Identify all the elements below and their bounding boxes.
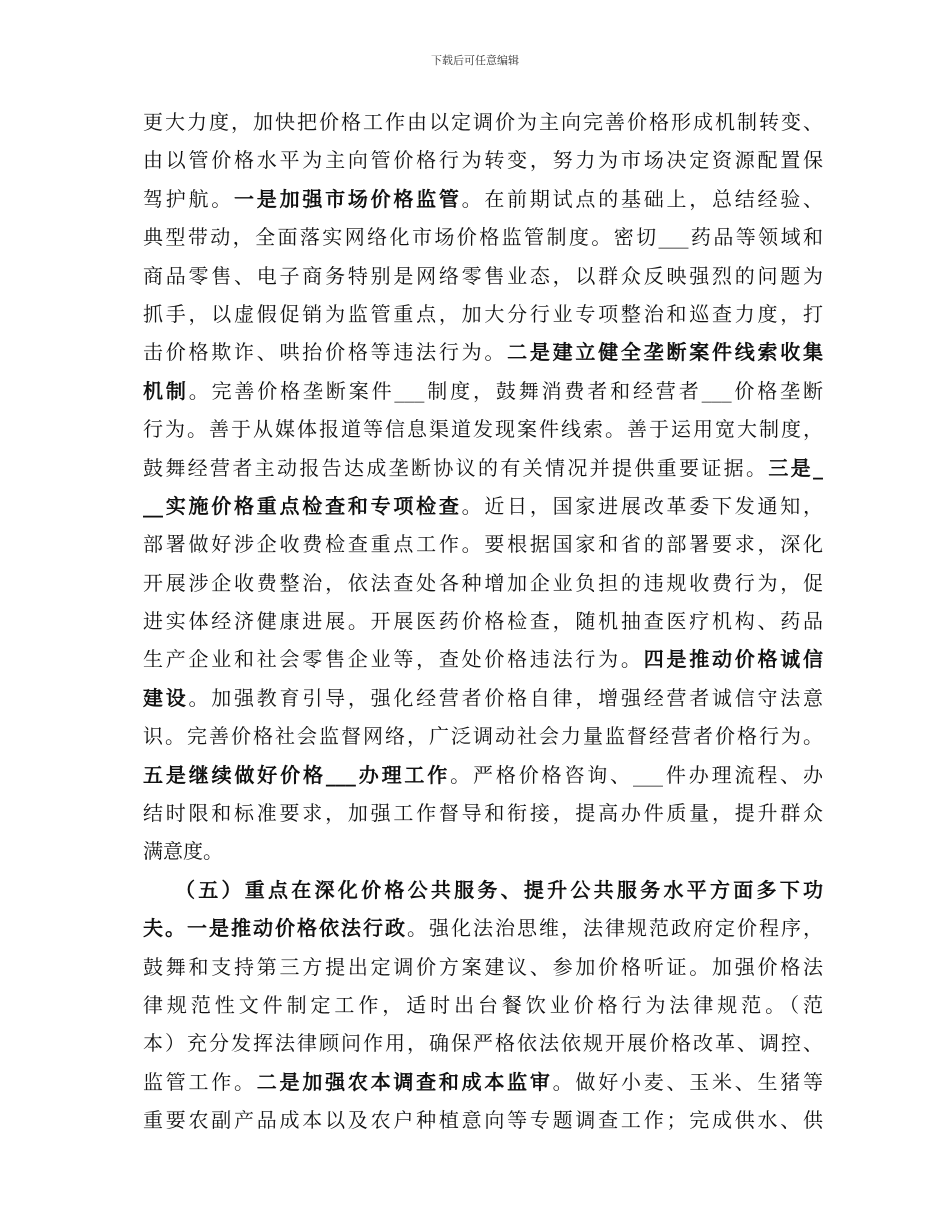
bold-heading: 五是继续做好价格___办理工作 <box>143 762 451 787</box>
text-line <box>143 640 823 678</box>
line-text: 。近日，国家进展改革委下发通知， <box>461 493 823 518</box>
line-text: 更大力度，加快把价格工作由以定调价为主向完善价格形成机制转变、 <box>143 110 823 134</box>
line-text: 生产企业和社会零售企业等，查处价格违法行为。 <box>143 647 644 672</box>
line-text: 商品零售、电子商务特别是网络零售业态，以群众反映强烈的问题为 <box>143 263 823 288</box>
line-text: 。在前期试点的基础上，总结经验、 <box>461 186 823 211</box>
text-line <box>143 986 823 1024</box>
text-line <box>143 871 823 909</box>
line-text: 开展涉企收费整治，依法查处各种增加企业负担的违规收费行为，促 <box>143 570 823 595</box>
text-line <box>143 1063 823 1101</box>
line-text: 击价格欺诈、哄抬价格等违法行为。 <box>143 340 508 365</box>
line-text: 抓手，以虚假促销为监管重点，加大分行业专项整治和巡查力度，打 <box>143 301 823 326</box>
text-line <box>143 717 823 755</box>
line-text: 律规范性文件制定工作，适时出台餐饮业价格行为法律规范。（范 <box>143 992 823 1017</box>
text-line <box>143 564 823 602</box>
bold-heading: 一是加强市场价格监管 <box>234 186 462 211</box>
line-text: 。严格价格咨询、___件办理流程、办 <box>450 762 823 787</box>
bold-heading: （五）重点在深化价格公共服务、提升公共服务水平方面多下功 <box>175 877 823 902</box>
line-text: 驾护航。 <box>143 186 235 211</box>
bold-heading: 二是建立健全垄断案件线索收集 <box>507 340 823 365</box>
text-line <box>143 333 823 371</box>
bold-heading: 四是推动价格诚信 <box>643 647 823 672</box>
text-line <box>143 141 823 179</box>
line-text: 鼓舞经营者主动报告达成垄断协议的有关情况并提供重要证据。 <box>143 455 769 480</box>
line-text: 满意度。 <box>143 839 223 864</box>
line-text: 。完善价格垄断案件___制度，鼓舞消费者和经营者___价格垄断 <box>188 378 823 403</box>
text-line <box>143 487 823 525</box>
line-text: 由以管价格水平为主向管价格行为转变，努力为市场决定资源配置保 <box>143 148 823 173</box>
text-line <box>143 525 823 563</box>
text-line <box>143 180 823 218</box>
line-text: 部署做好涉企收费检查重点工作。要根据国家和省的部署要求，深化 <box>143 532 823 557</box>
bold-heading: 二是加强农本调查和成本监审 <box>256 1069 553 1094</box>
line-text: 。加强教育引导，强化经营者价格自律，增强经营者诚信守法意 <box>188 685 823 710</box>
text-line <box>143 372 823 410</box>
text-line <box>143 103 823 141</box>
document-body <box>143 103 823 1140</box>
text-line <box>143 794 823 832</box>
text-line <box>143 449 823 487</box>
bold-heading: 建设 <box>143 685 189 710</box>
line-text: 重要农副产品成本以及农户种植意向等专题调查工作；完成供水、供 <box>143 1108 823 1133</box>
text-line <box>143 218 823 256</box>
text-line <box>143 410 823 448</box>
line-text: 本）充分发挥法律顾问作用，确保严格依法依规开展价格改革、调控、 <box>143 1031 823 1056</box>
line-text: 典型带动，全面落实网络化市场价格监管制度。密切___药品等领域和 <box>143 225 823 250</box>
line-text: 。强化法治思维，法律规范政府定价程序， <box>407 916 823 941</box>
line-text: 。做好小麦、玉米、生猪等 <box>552 1069 823 1094</box>
bold-heading: 三是_ <box>768 455 823 480</box>
text-line <box>143 679 823 717</box>
line-text: 进实体经济健康进展。开展医药价格检查，随机抽查医疗机构、药品 <box>143 609 823 634</box>
text-line <box>143 1101 823 1139</box>
text-line <box>143 295 823 333</box>
line-text: 识。完善价格社会监督网络，广泛调动社会力量监督经营者价格行为。 <box>143 724 823 749</box>
text-line <box>143 602 823 640</box>
text-line <box>143 756 823 794</box>
line-text: 结时限和标准要求，加强工作督导和衔接，提高办件质量，提升群众 <box>143 801 823 826</box>
line-text: 行为。善于从媒体报道等信息渠道发现案件线索。善于运用宽大制度， <box>143 417 823 442</box>
line-text: 监管工作。 <box>143 1069 257 1094</box>
bold-heading: 机制 <box>143 378 189 403</box>
bold-heading: 夫。一是推动价格依法行政 <box>143 916 407 941</box>
page-header: 下载后可任意编辑 <box>431 54 519 67</box>
line-text: 鼓舞和支持第三方提出定调价方案建议、参加价格听证。加强价格法 <box>143 954 823 979</box>
text-line <box>143 948 823 986</box>
text-line <box>143 909 823 947</box>
text-line <box>143 257 823 295</box>
bold-heading: __实施价格重点检查和专项检查 <box>143 493 462 518</box>
text-line <box>143 832 823 870</box>
text-line <box>143 1024 823 1062</box>
